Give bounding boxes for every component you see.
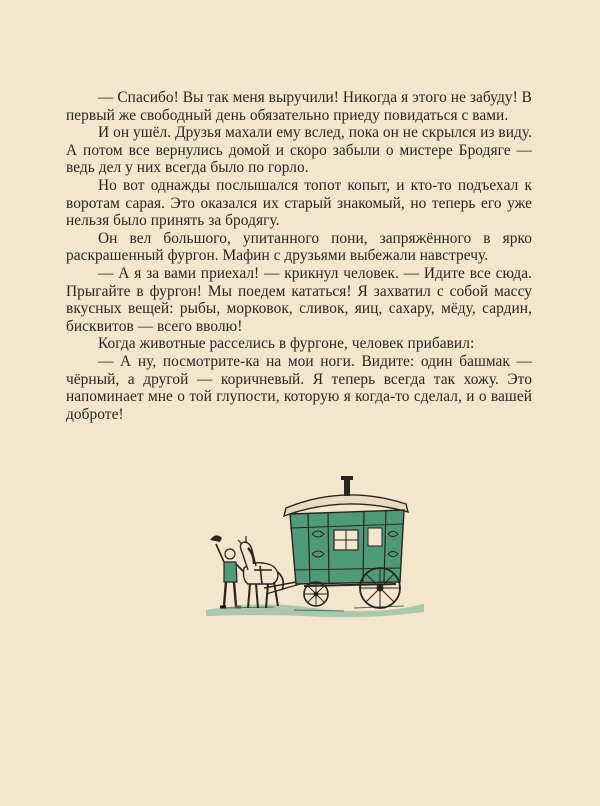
paragraph: Он вел большого, упитанного пони, запряжённого в ярко раскрашенный фургон. Мафин с друзьями выбежали навстречу. <box>66 229 532 265</box>
man-pony-caravan-icon <box>204 470 426 620</box>
paragraph: — А я за вами приехал! — крикнул человек. — Идите все сюда. Прыгайте в фургон! Мы поедем кататься! Я захватил с собой массу вкусных вещей: рыбы, морковок, сливок, яиц, сахару, мёду, сардин, бисквитов — всего вволю! <box>66 264 532 335</box>
paragraph: Но вот однажды послышался топот копыт, и кто-то подъехал к воротам сарая. Это оказался их старый знакомый, но теперь его уже нельзя было принять за бродягу. <box>66 176 532 230</box>
story-text <box>66 89 532 423</box>
pony <box>238 536 283 608</box>
caravan-illustration <box>204 470 426 620</box>
paragraph: — А ну, посмотрите-ка на мои ноги. Видите: один башмак — чёрный, а другой — коричневый. Я теперь всегда так хожу. Это напоминает мне о той глупости, которую я когда-то сделал, и о вашей доброте! <box>66 352 532 423</box>
paragraph: — Спасибо! Вы так меня выручили! Никогда я этого не забуду! В первый же свободный день обязательно приеду повидаться с вами. <box>66 89 532 124</box>
man-figure <box>210 535 244 607</box>
paragraph: И он ушёл. Друзья махали ему вслед, пока он не скрылся из виду. А потом все вернулись домой и скоро забыли о мистере Бродяге — ведь дел у них всегда было по горло. <box>66 124 532 177</box>
caravan <box>264 476 408 594</box>
paragraph: Когда животные расселись в фургоне, человек прибавил: <box>98 335 475 353</box>
